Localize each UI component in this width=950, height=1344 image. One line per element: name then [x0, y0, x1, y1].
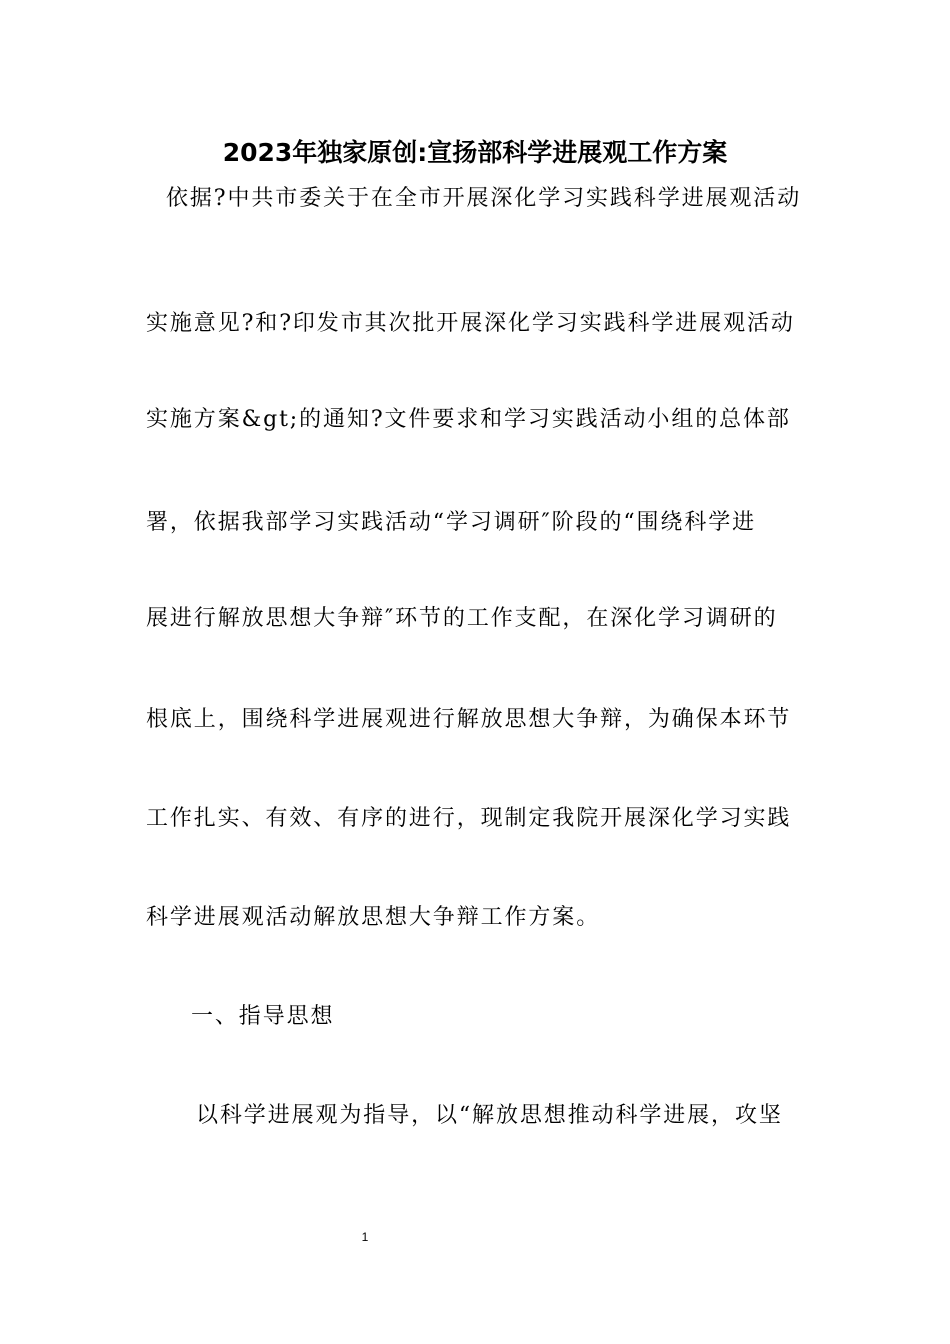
body-line-5: 展进行解放思想大争辩″环节的工作支配，在深化学习调研的 [146, 606, 778, 631]
section-heading: 一、指导思想 [191, 1004, 335, 1029]
body-line-1: 依据?中共市委关于在全市开展深化学习实践科学进展观活动 [166, 186, 802, 211]
body-line-6: 根底上，围绕科学进展观进行解放思想大争辩，为确保本环节 [146, 707, 792, 732]
body-line-7: 工作扎实、有效、有序的进行，现制定我院开展深化学习实践 [146, 806, 792, 831]
document-title: 2023年独家原创:宣扬部科学进展观工作方案 [222, 138, 728, 167]
body-line-2: 实施意见?和?印发市其次批开展深化学习实践科学进展观活动 [146, 311, 795, 336]
body-line-4: 署，依据我部学习实践活动“学习调研″阶段的“围绕科学进 [146, 510, 757, 535]
body-line-8: 科学进展观活动解放思想大争辩工作方案。 [146, 905, 601, 930]
page-number: 1 [361, 1230, 369, 1244]
body-line-3: 实施方案&gt;的通知?文件要求和学习实践活动小组的总体部 [146, 407, 791, 432]
body-line-9: 以科学进展观为指导，以“解放思想推动科学进展，攻坚 [196, 1103, 783, 1128]
